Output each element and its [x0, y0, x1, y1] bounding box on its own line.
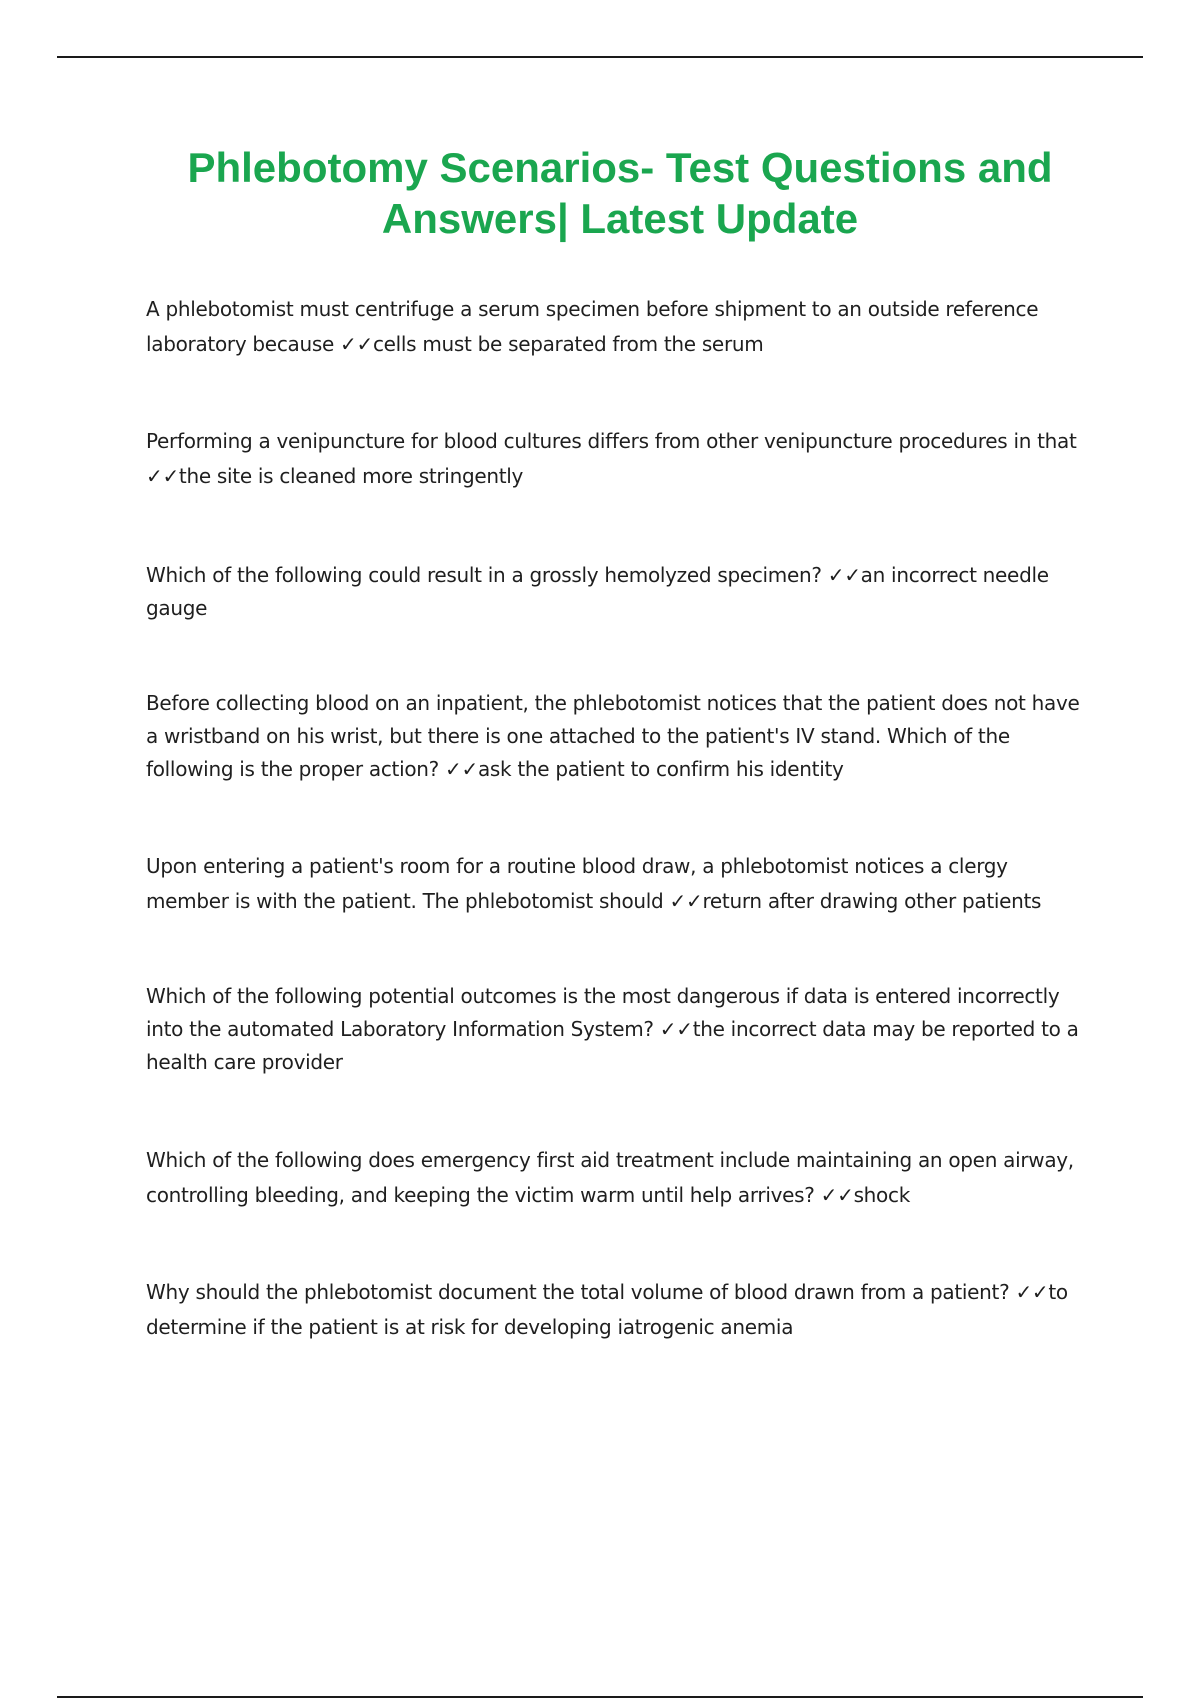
- answer-text: cells must be separated from the serum: [372, 332, 764, 356]
- answer-text: shock: [853, 1183, 910, 1207]
- question-text: Which of the following could result in a grossly hemolyzed specimen?: [146, 563, 828, 587]
- title-line-1: Phlebotomy Scenarios- Test Questions and: [187, 144, 1053, 191]
- check-icon: ✓✓: [1015, 1280, 1049, 1304]
- question-text: Which of the following does emergency first aid treatment include maintaining an open airway, controlling bleeding, and keeping the victim warm until help arrives?: [146, 1148, 1074, 1207]
- answer-text: the site is cleaned more stringently: [178, 464, 524, 488]
- document-title: [100, 142, 1140, 244]
- check-icon: ✓✓: [445, 757, 478, 781]
- check-icon: ✓✓: [659, 1017, 693, 1041]
- check-icon: ✓✓: [669, 889, 703, 913]
- answer-text: to determine if the patient is at risk for developing iatrogenic anemia: [146, 1280, 1068, 1339]
- header-rule: [57, 56, 1143, 58]
- question-text: Which of the following potential outcomes is the most dangerous if data is entered incorrectly into the automated Laboratory Information System?: [146, 984, 1060, 1041]
- qa-item: [146, 559, 1096, 625]
- question-text: Performing a venipuncture for blood cultures differs from other venipuncture procedures in that: [146, 429, 1077, 453]
- qa-item: [146, 687, 1096, 786]
- question-text: Why should the phlebotomist document the total volume of blood drawn from a patient?: [146, 1280, 1016, 1304]
- answer-text: ask the patient to confirm his identity: [477, 757, 844, 781]
- qa-item: [146, 292, 1096, 362]
- qa-item: [146, 849, 1096, 919]
- question-text: Before collecting blood on an inpatient, the phlebotomist notices that the patient does not have a wristband on his wrist, but there is one attached to the patient's IV stand. Which of the following is the proper action?: [146, 691, 1080, 781]
- qa-item: [146, 424, 1096, 494]
- question-text: A phlebotomist must centrifuge a serum specimen before shipment to an outside reference laboratory because: [146, 297, 1039, 356]
- qa-item: [146, 1143, 1096, 1213]
- check-icon: ✓✓: [820, 1183, 854, 1207]
- footer-rule: [57, 1696, 1143, 1698]
- qa-item: [146, 980, 1096, 1079]
- qa-item: [146, 1275, 1096, 1345]
- check-icon: ✓✓: [340, 332, 373, 356]
- answer-text: return after drawing other patients: [702, 889, 1042, 913]
- check-icon: ✓✓: [146, 464, 179, 488]
- answer-text: the incorrect data may be reported to a health care provider: [146, 1017, 1079, 1074]
- check-icon: ✓✓: [827, 563, 861, 587]
- answer-text: an incorrect needle gauge: [146, 563, 1049, 620]
- question-text: Upon entering a patient's room for a routine blood draw, a phlebotomist notices a clergy member is with the patient. The phlebotomist should: [146, 854, 1008, 913]
- title-line-2: Answers| Latest Update: [381, 195, 859, 242]
